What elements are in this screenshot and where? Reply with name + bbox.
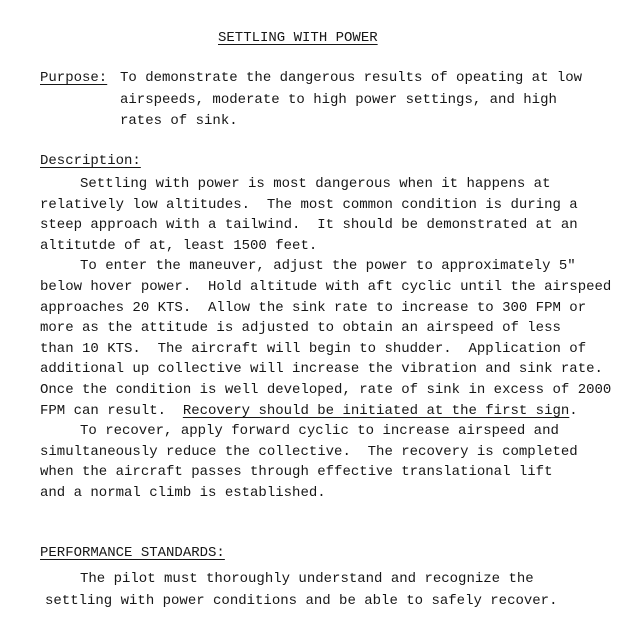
description-line	[40, 401, 611, 422]
description-line: additional up collective will increase the vibration and sink rate.	[40, 361, 603, 378]
description-line: below hover power. Hold altitude with aft cyclic until the airspeed	[40, 278, 612, 295]
line-lead: FPM can result.	[40, 402, 183, 419]
performance-standards-body	[40, 568, 557, 612]
description-line: and a normal climb is established.	[40, 484, 326, 501]
description-line: when the aircraft passes through effective translational lift	[40, 464, 553, 481]
description-line: simultaneously reduce the collective. The recovery is completed	[40, 443, 578, 460]
line-end: .	[569, 402, 578, 419]
description-label: Description:	[40, 153, 141, 169]
description-line: Once the condition is well developed, rate of sink in excess of 2000	[40, 381, 612, 398]
description-line: altitutde of at, least 1500 feet.	[40, 237, 318, 254]
description-line: steep approach with a tailwind. It should be demonstrated at an	[40, 217, 578, 234]
description-line: To enter the maneuver, adjust the power to approximately 5"	[80, 258, 576, 275]
page-title: SETTLING WITH POWER	[218, 30, 378, 46]
purpose-line: airspeeds, moderate to high power settings, and high	[120, 91, 557, 108]
performance-line: The pilot must thoroughly understand and recognize the	[80, 571, 534, 587]
description-body	[40, 174, 611, 504]
description-line: approaches 20 KTS. Allow the sink rate to increase to 300 FPM or	[40, 299, 587, 316]
recovery-emphasis: Recovery should be initiated at the first sign	[182, 402, 570, 419]
description-line: To recover, apply forward cyclic to increase airspeed and	[80, 423, 559, 440]
purpose-label: Purpose:	[40, 70, 108, 86]
performance-standards-label: PERFORMANCE STANDARDS:	[40, 545, 225, 561]
purpose-line: To demonstrate the dangerous results of opeating at low	[120, 70, 583, 86]
purpose-label-wrap	[40, 68, 120, 133]
purpose-line: rates of sink.	[120, 113, 238, 129]
purpose-section	[40, 68, 582, 133]
performance-line: settling with power conditions and be able to safely recover.	[45, 593, 558, 609]
purpose-text	[120, 68, 582, 133]
description-line: Settling with power is most dangerous when it happens at	[80, 176, 551, 192]
description-line: more as the attitude is adjusted to obtain an airspeed of less	[40, 320, 561, 337]
description-line: than 10 KTS. The aircraft will begin to shudder. Application of	[40, 340, 587, 357]
description-line: relatively low altitudes. The most common condition is during a	[40, 196, 578, 213]
